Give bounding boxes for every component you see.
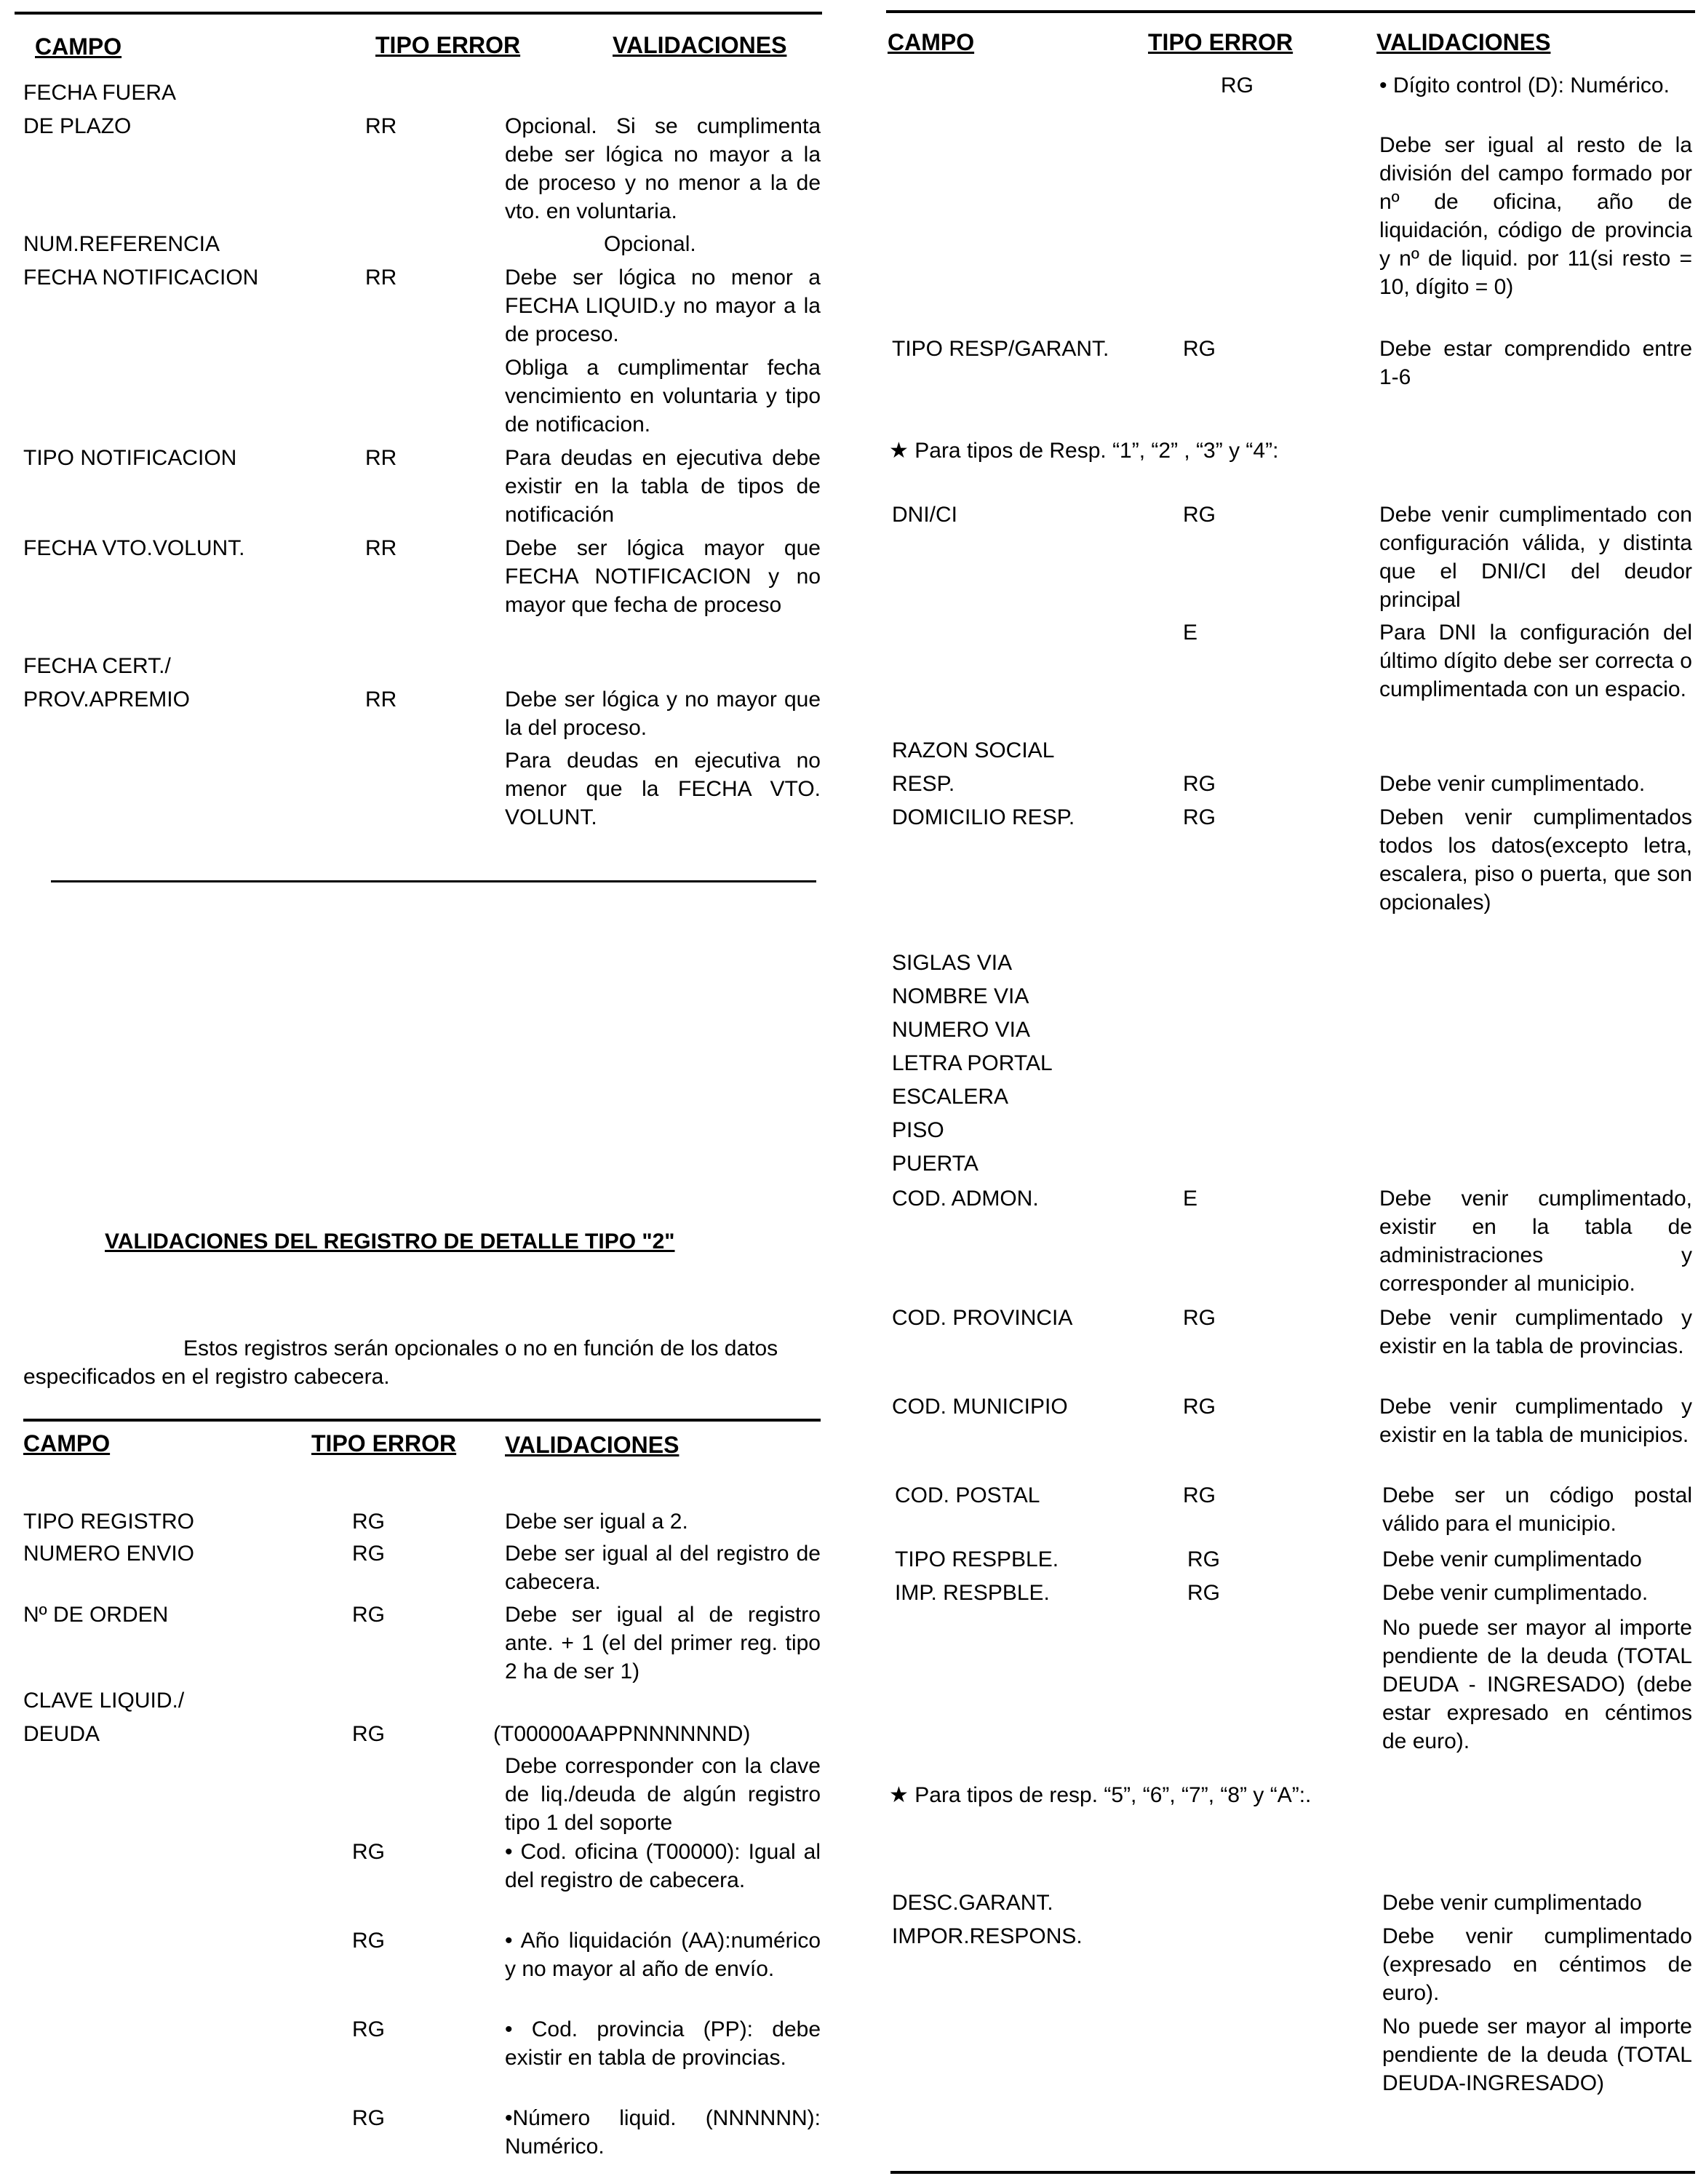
tipo-error: RG — [352, 2106, 385, 2130]
campo-label: TIPO NOTIFICACION — [23, 446, 237, 470]
campo-label: DNI/CI — [892, 503, 957, 527]
validacion-text: Debe ser lógica y no mayor que la del proceso. — [505, 688, 821, 740]
campo-label: IMPOR.RESPONS. — [892, 1924, 1083, 1948]
campo-label: TIPO RESPBLE. — [895, 1547, 1059, 1571]
section-title: VALIDACIONES DEL REGISTRO DE DETALLE TIPO "2" — [105, 1230, 675, 1254]
tipo-error: RG — [1183, 772, 1216, 796]
validacion-text: Debe venir cumplimentado con configuración válida, y distinta que el DNI/CI del deudor principal — [1379, 503, 1692, 612]
campo-label: COD. MUNICIPIO — [892, 1395, 1068, 1419]
validacion-text: Debe corresponder con la clave de liq./deuda de algún registro tipo 1 del soporte — [505, 1754, 821, 1835]
validacion-text: • Dígito control (D): Numérico. — [1379, 73, 1670, 97]
campo-label: COD. PROVINCIA — [892, 1306, 1073, 1330]
validacion-text: Para DNI la configuración del último dígito debe ser correcta o cumplimentada con un espacio. — [1379, 621, 1692, 701]
campo-label: DE PLAZO — [23, 114, 132, 138]
header-validaciones: VALIDACIONES — [505, 1432, 679, 1458]
validacion-text: Debe ser igual a 2. — [505, 1510, 688, 1534]
note-text: Para tipos de resp. “5”, “6”, “7”, “8” y “A”:. — [914, 1783, 1312, 1807]
tipo-error: RG — [352, 1542, 385, 1566]
validacion-text: Debe estar comprendido entre 1-6 — [1379, 337, 1692, 389]
header-tipo-error: TIPO ERROR — [1148, 29, 1294, 55]
note-resp-5-a — [889, 1781, 1311, 1809]
tipo-error: RR — [365, 114, 397, 138]
campo-label: SIGLAS VIA — [892, 951, 1013, 975]
validacion-text: Para deudas en ejecutiva no menor que la FECHA VTO. VOLUNT. — [505, 749, 821, 829]
section-divider — [51, 880, 816, 882]
validacion-text: • Cod. provincia (PP): debe existir en tabla de provincias. — [505, 2017, 821, 2070]
campo-label: ESCALERA — [892, 1085, 1009, 1109]
validacion-text: Deben venir cumplimentados todos los datos(excepto letra, escalera, piso o puerta, que son opcionales) — [1379, 805, 1692, 914]
header-validaciones: VALIDACIONES — [613, 32, 787, 58]
tipo-error: RG — [1221, 73, 1253, 97]
campo-label: IMP. RESPBLE. — [895, 1581, 1050, 1605]
note-text: Para tipos de Resp. “1”, “2” , “3” y “4”: — [914, 439, 1279, 463]
validacion-text: No puede ser mayor al importe pendiente de la deuda (TOTAL DEUDA - INGRESADO) (debe estar expresado en céntimos de euro). — [1382, 1616, 1692, 1753]
campo-label: DOMICILIO RESP. — [892, 805, 1075, 829]
validacion-text: Para deudas en ejecutiva debe existir en la tabla de tipos de notificación — [505, 446, 821, 527]
tipo-error: RR — [365, 266, 397, 290]
section-intro: Estos registros serán opcionales o no en función de los datos especificados en el registro cabecera. — [23, 1336, 778, 1389]
tipo-error: RG — [352, 2017, 385, 2041]
validacion-text: •Número liquid. (NNNNNN): Numérico. — [505, 2106, 821, 2159]
campo-label: LETRA PORTAL — [892, 1051, 1053, 1075]
header-validaciones: VALIDACIONES — [1376, 29, 1551, 55]
header-campo: CAMPO — [888, 29, 975, 55]
tipo-error: RG — [352, 1840, 385, 1864]
top-rule-right — [886, 10, 1695, 13]
tipo-error: RG — [1183, 805, 1216, 829]
tipo-error: RG — [1187, 1581, 1220, 1605]
tipo-error: RG — [1183, 1483, 1216, 1507]
validacion-text: Debe ser igual al resto de la división del campo formado por nº de oficina, año de liquidación, código de provincia y nº de liquid. por 11(si resto = 10, dígito = 0) — [1379, 133, 1692, 299]
validacion-text: Debe ser igual al de registro ante. + 1 (el del primer reg. tipo 2 ha de ser 1) — [505, 1603, 821, 1683]
star-icon: ★ — [889, 439, 909, 463]
validacion-text: No puede ser mayor al importe pendiente de la deuda (TOTAL DEUDA-INGRESADO) — [1382, 2014, 1692, 2095]
validacion-text: Obliga a cumplimentar fecha vencimiento en voluntaria y tipo de notificacion. — [505, 356, 821, 437]
tipo-error: E — [1183, 1187, 1198, 1211]
validacion-text: Debe venir cumplimentado. — [1382, 1581, 1649, 1605]
validacion-text: Debe venir cumplimentado — [1382, 1891, 1642, 1915]
validacion-text: Debe ser igual al del registro de cabecera. — [505, 1542, 821, 1594]
campo-label: DEUDA — [23, 1722, 100, 1746]
campo-label: RAZON SOCIAL — [892, 738, 1055, 762]
campo-label: FECHA VTO.VOLUNT. — [23, 536, 245, 560]
header-tipo-error: TIPO ERROR — [311, 1430, 457, 1456]
tipo-error: RG — [1187, 1547, 1220, 1571]
tipo-error: RG — [352, 1929, 385, 1953]
star-icon: ★ — [889, 1783, 909, 1807]
campo-label: COD. POSTAL — [895, 1483, 1040, 1507]
validacion-text: Debe ser lógica mayor que FECHA NOTIFICACION y no mayor que fecha de proceso — [505, 536, 821, 617]
tipo-error: RR — [365, 446, 397, 470]
campo-label: FECHA NOTIFICACION — [23, 266, 259, 290]
campo-label: NOMBRE VIA — [892, 984, 1029, 1008]
tipo-error: RG — [352, 1722, 385, 1746]
tipo-error: RG — [1183, 1306, 1216, 1330]
header-campo: CAMPO — [23, 1430, 111, 1456]
campo-label: PUERTA — [892, 1152, 978, 1176]
campo-label: Nº DE ORDEN — [23, 1603, 169, 1627]
campo-label: NUMERO ENVIO — [23, 1542, 195, 1566]
table-top-rule — [23, 1419, 821, 1422]
validacion-text: • Año liquidación (AA):numérico y no mayor al año de envío. — [505, 1929, 821, 1981]
tipo-error: RG — [1183, 503, 1216, 527]
campo-label: TIPO REGISTRO — [23, 1510, 195, 1534]
validacion-text: • Cod. oficina (T00000): Igual al del registro de cabecera. — [505, 1840, 821, 1892]
campo-label: DESC.GARANT. — [892, 1891, 1053, 1915]
validacion-text: (T00000AAPPNNNNNND) — [493, 1722, 751, 1746]
tipo-error: RG — [1183, 337, 1216, 361]
validacion-text: Opcional. — [604, 232, 696, 256]
top-rule-left — [15, 12, 822, 15]
tipo-error: E — [1183, 621, 1198, 645]
tipo-error: RR — [365, 536, 397, 560]
campo-label: COD. ADMON. — [892, 1187, 1039, 1211]
validacion-text: Opcional. Si se cumplimenta debe ser lógica no mayor a la de proceso y no menor a la de vto. en voluntaria. — [505, 114, 821, 223]
campo-label: TIPO RESP/GARANT. — [892, 337, 1109, 361]
campo-label: NUM.REFERENCIA — [23, 232, 220, 256]
campo-label: RESP. — [892, 772, 955, 796]
header-campo: CAMPO — [35, 33, 122, 60]
validacion-text: Debe venir cumplimentado — [1382, 1547, 1642, 1571]
campo-label: CLAVE LIQUID./ — [23, 1689, 185, 1713]
tipo-error: RG — [352, 1603, 385, 1627]
tipo-error: RR — [365, 688, 397, 712]
header-tipo-error: TIPO ERROR — [375, 32, 521, 58]
campo-label: PISO — [892, 1118, 944, 1142]
note-resp-1-4 — [889, 437, 1278, 465]
bottom-rule-right — [890, 2171, 1695, 2174]
validacion-text: Debe venir cumplimentado (expresado en céntimos de euro). — [1382, 1924, 1692, 2005]
campo-label: FECHA FUERA — [23, 81, 177, 105]
tipo-error: RG — [352, 1510, 385, 1534]
validacion-text: Debe venir cumplimentado, existir en la tabla de administraciones y corresponder al municipio. — [1379, 1187, 1692, 1296]
validacion-text: Debe venir cumplimentado. — [1379, 772, 1646, 796]
campo-label: NUMERO VIA — [892, 1018, 1031, 1042]
campo-label: PROV.APREMIO — [23, 688, 190, 712]
validacion-text: Debe venir cumplimentado y existir en la tabla de provincias. — [1379, 1306, 1692, 1358]
campo-label: FECHA CERT./ — [23, 654, 171, 678]
validacion-text: Debe ser lógica no menor a FECHA LIQUID.y no mayor a la de proceso. — [505, 266, 821, 346]
validacion-text: Debe venir cumplimentado y existir en la tabla de municipios. — [1379, 1395, 1692, 1447]
tipo-error: RG — [1183, 1395, 1216, 1419]
validacion-text: Debe ser un código postal válido para el municipio. — [1382, 1483, 1692, 1536]
